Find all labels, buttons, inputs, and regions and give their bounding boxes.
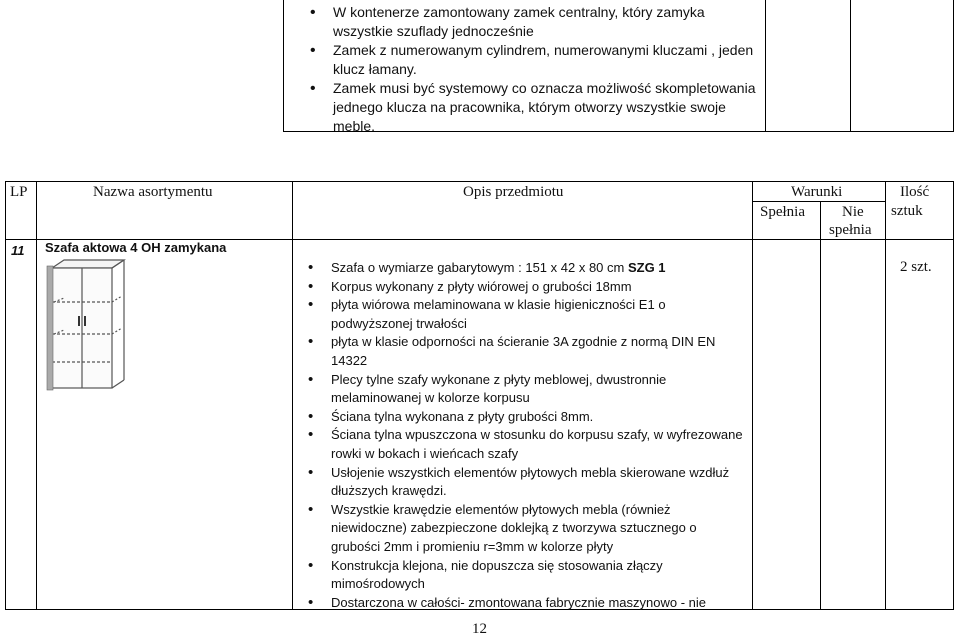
dimension-text: Szafa o wymiarze gabarytowym : 151 x 42 x 80 cm <box>331 260 628 275</box>
header-lp: LP <box>10 184 28 200</box>
header-meets: Spełnia <box>760 204 805 220</box>
cabinet-illustration <box>40 258 130 398</box>
header-conditions: Warunki <box>791 184 843 200</box>
header-name: Nazwa asortymentu <box>93 184 213 200</box>
top-table-left-border <box>283 0 284 131</box>
col-border-right <box>953 181 954 610</box>
list-item: • Zamek z numerowanym cylindrem, numerowanymi kluczami , jeden klucz łamany. <box>310 41 760 79</box>
col-border-lp <box>36 181 37 610</box>
list-item: • płyta wiórowa melaminowana w klasie higieniczności E1 o podwyższonej trwałości <box>308 296 748 333</box>
model-code: SZG 1 <box>627 260 666 275</box>
list-item: • Usłojenie wszystkich elementów płytowych mebla skierowane wzdłuż dłuższych krawędzi. <box>308 464 748 501</box>
list-item: • Dostarczona w całości- zmontowana fabrycznie maszynowo - nie <box>308 594 748 613</box>
list-item: • Ściana tylna wpuszczona w stosunku do korpusu szafy, w wyfrezowane rowki w bokach i wieńcach szafy <box>308 426 748 463</box>
top-table-divider-1 <box>765 0 766 131</box>
top-table-right-border <box>953 0 954 131</box>
header-desc: Opis przedmiotu <box>463 184 564 200</box>
list-item: • płyta w klasie odporności na ścieranie 3A zgodnie z normą DIN EN 14322 <box>308 333 748 370</box>
row-name: Szafa aktowa 4 OH zamykana <box>45 240 227 255</box>
list-item: • Wszystkie krawędzie elementów płytowych mebla (również niewidoczne) zabezpieczone doklejką z tworzywa sztucznego o grubości 2mm i promieniu r=3mm w kolorze płyty <box>308 501 748 557</box>
col-border-left <box>5 181 6 610</box>
page-number: 12 <box>472 621 487 637</box>
description-list <box>308 259 748 612</box>
list-item: • Ściana tylna wykonana z płyty grubości 8mm. <box>308 408 748 427</box>
list-item: • Konstrukcja klejona, nie dopuszcza się stosowania złączy mimośrodowych <box>308 557 748 594</box>
header-qty-1: Ilość <box>900 184 930 200</box>
col-border-meets <box>820 201 821 610</box>
list-item: • Plecy tylne szafy wykonane z płyty meblowej, dwustronnie melaminowanej w kolorze korpusu <box>308 371 748 408</box>
list-item: • Zamek musi być systemowy co oznacza możliwość skompletowania jednego klucza na pracownika, którym otworzy wszystkie swoje meble. <box>310 79 760 136</box>
row-lp: 11 <box>11 243 25 258</box>
list-item: • Korpus wykonany z płyty wiórowej o grubości 18mm <box>308 278 748 297</box>
list-item <box>308 259 748 278</box>
header-not-meets-1: Nie <box>842 204 864 220</box>
conditions-sub-border <box>752 201 885 202</box>
top-table-divider-2 <box>850 0 851 131</box>
header-qty-2: sztuk <box>891 203 923 219</box>
row-quantity: 2 szt. <box>900 259 932 275</box>
col-border-name <box>292 181 293 610</box>
header-not-meets-2: spełnia <box>829 222 872 238</box>
col-border-conditions <box>885 181 886 610</box>
col-border-desc <box>752 181 753 610</box>
table-top-border <box>5 181 954 182</box>
top-bullet-list <box>310 3 760 136</box>
list-item: • W kontenerze zamontowany zamek centralny, który zamyka wszystkie szuflady jednocześnie <box>310 3 760 41</box>
